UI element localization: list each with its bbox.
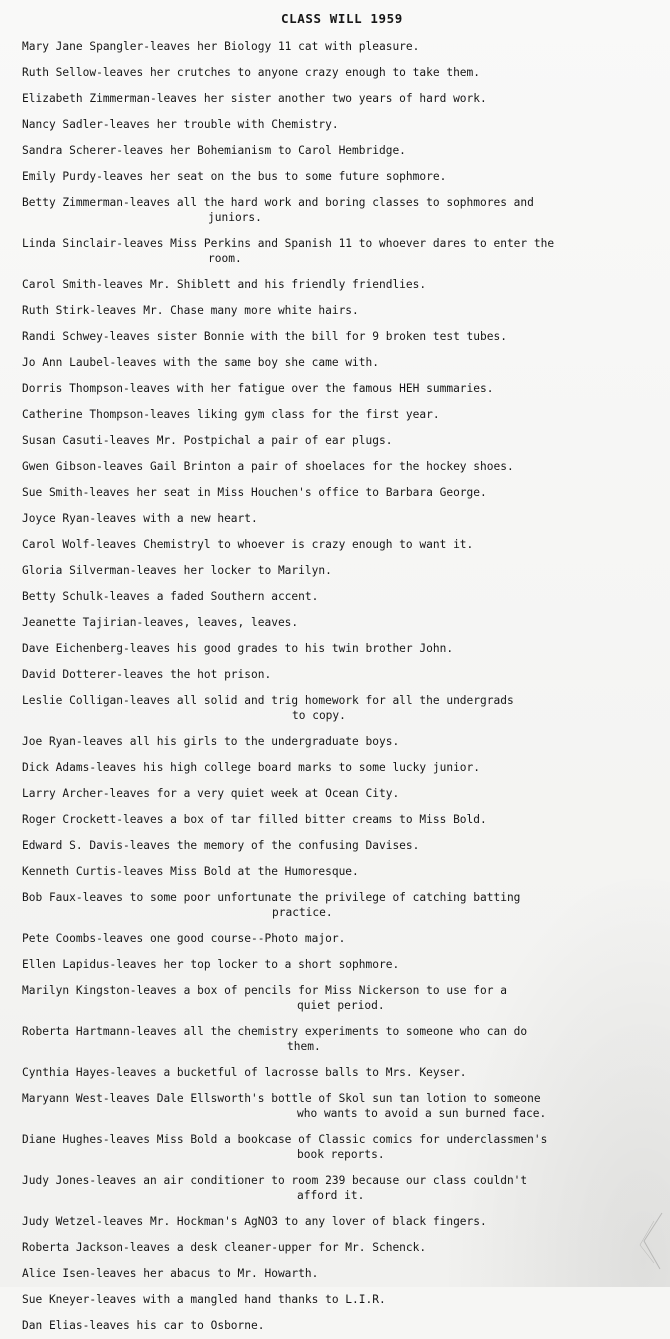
- will-entry: [22, 190, 662, 231]
- entry-line: Kenneth Curtis-leaves Miss Bold at the Humoresque.: [22, 865, 359, 878]
- will-entry: [22, 350, 662, 376]
- entry-line: Elizabeth Zimmerman-leaves her sister another two years of hard work.: [22, 92, 487, 105]
- entry-line: Nancy Sadler-leaves her trouble with Chemistry.: [22, 118, 339, 131]
- will-entry: [22, 1235, 662, 1261]
- will-entry: [22, 807, 662, 833]
- entry-line: Roger Crockett-leaves a box of tar filled bitter creams to Miss Bold.: [22, 813, 487, 826]
- will-entry: [22, 584, 662, 610]
- will-entry: [22, 859, 662, 885]
- will-entry: [22, 978, 662, 1019]
- will-entry: [22, 729, 662, 755]
- will-entry: [22, 376, 662, 402]
- will-entries-list: [22, 34, 662, 1339]
- entry-line: Jo Ann Laubel-leaves with the same boy she came with.: [22, 356, 379, 369]
- will-entry: [22, 532, 662, 558]
- will-entry: [22, 1127, 662, 1168]
- entry-line: Linda Sinclair-leaves Miss Perkins and Spanish 11 to whoever dares to enter the: [22, 237, 555, 250]
- entry-line: Catherine Thompson-leaves liking gym class for the first year.: [22, 408, 440, 421]
- will-entry: [22, 1209, 662, 1235]
- entry-line: Sandra Scherer-leaves her Bohemianism to Carol Hembridge.: [22, 144, 406, 157]
- will-entry: [22, 1168, 662, 1209]
- entry-line: Judy Wetzel-leaves Mr. Hockman's AgNO3 to any lover of black fingers.: [22, 1215, 487, 1228]
- will-entry: [22, 428, 662, 454]
- will-entry: [22, 662, 662, 688]
- entry-line: Carol Wolf-leaves Chemistryl to whoever is crazy enough to want it.: [22, 538, 474, 551]
- will-entry: [22, 86, 662, 112]
- will-entry: [22, 1060, 662, 1086]
- entry-continuation: who wants to avoid a sun burned face.: [297, 1107, 547, 1120]
- will-entry: [22, 1086, 662, 1127]
- entry-line: Roberta Hartmann-leaves all the chemistry experiments to someone who can do: [22, 1025, 528, 1038]
- entry-line: Judy Jones-leaves an air conditioner to room 239 because our class couldn't: [22, 1174, 528, 1187]
- entry-line: Dave Eichenberg-leaves his good grades to his twin brother John.: [22, 642, 454, 655]
- entry-line: Dan Elias-leaves his car to Osborne.: [22, 1319, 265, 1332]
- entry-line: Alice Isen-leaves her abacus to Mr. Howarth.: [22, 1267, 319, 1280]
- entry-line: Ellen Lapidus-leaves her top locker to a short sophmore.: [22, 958, 400, 971]
- will-entry: [22, 781, 662, 807]
- entry-line: Sue Smith-leaves her seat in Miss Houchen's office to Barbara George.: [22, 486, 487, 499]
- entry-continuation: practice.: [272, 906, 333, 919]
- entry-line: Edward S. Davis-leaves the memory of the confusing Davises.: [22, 839, 420, 852]
- will-entry: [22, 755, 662, 781]
- entry-line: Marilyn Kingston-leaves a box of pencils for Miss Nickerson to use for a: [22, 984, 507, 997]
- entry-line: Jeanette Tajirian-leaves, leaves, leaves.: [22, 616, 299, 629]
- entry-continuation: juniors.: [208, 211, 262, 224]
- paper-corner-smudge: [624, 1211, 664, 1271]
- entry-line: Pete Coombs-leaves one good course--Photo major.: [22, 932, 346, 945]
- entry-line: Bob Faux-leaves to some poor unfortunate the privilege of catching batting: [22, 891, 521, 904]
- will-entry: [22, 231, 662, 272]
- will-entry: [22, 558, 662, 584]
- entry-line: David Dotterer-leaves the hot prison.: [22, 668, 272, 681]
- will-entry: [22, 138, 662, 164]
- entry-line: Betty Zimmerman-leaves all the hard work and boring classes to sophmores and: [22, 196, 534, 209]
- entry-continuation: afford it.: [297, 1189, 365, 1202]
- entry-continuation: to copy.: [292, 709, 346, 722]
- entry-continuation: book reports.: [297, 1148, 385, 1161]
- will-entry: [22, 298, 662, 324]
- entry-line: Sue Kneyer-leaves with a mangled hand thanks to L.I.R.: [22, 1293, 386, 1306]
- will-entry: [22, 885, 662, 926]
- will-entry: [22, 636, 662, 662]
- will-entry: [22, 60, 662, 86]
- will-entry: [22, 926, 662, 952]
- entry-continuation: them.: [287, 1040, 321, 1053]
- entry-line: Dorris Thompson-leaves with her fatigue over the famous HEH summaries.: [22, 382, 494, 395]
- will-entry: [22, 1019, 662, 1060]
- entry-line: Dick Adams-leaves his high college board marks to some lucky junior.: [22, 761, 481, 774]
- entry-line: Betty Schulk-leaves a faded Southern accent.: [22, 590, 319, 603]
- will-entry: [22, 688, 662, 729]
- will-entry: [22, 112, 662, 138]
- will-entry: [22, 1261, 662, 1287]
- entry-line: Gwen Gibson-leaves Gail Brinton a pair of shoelaces for the hockey shoes.: [22, 460, 514, 473]
- will-entry: [22, 402, 662, 428]
- will-entry: [22, 833, 662, 859]
- entry-line: Roberta Jackson-leaves a desk cleaner-upper for Mr. Schenck.: [22, 1241, 427, 1254]
- entry-continuation: room.: [208, 252, 242, 265]
- will-entry: [22, 324, 662, 350]
- will-entry: [22, 1287, 662, 1313]
- will-entry: [22, 610, 662, 636]
- entry-continuation: quiet period.: [297, 999, 385, 1012]
- entry-line: Ruth Sellow-leaves her crutches to anyone crazy enough to take them.: [22, 66, 481, 79]
- will-entry: [22, 272, 662, 298]
- will-entry: [22, 164, 662, 190]
- entry-line: Leslie Colligan-leaves all solid and trig homework for all the undergrads: [22, 694, 514, 707]
- entry-line: Emily Purdy-leaves her seat on the bus to some future sophmore.: [22, 170, 447, 183]
- entry-line: Joyce Ryan-leaves with a new heart.: [22, 512, 258, 525]
- document-title: CLASS WILL 1959: [281, 11, 403, 26]
- will-entry: [22, 506, 662, 532]
- entry-line: Ruth Stirk-leaves Mr. Chase many more white hairs.: [22, 304, 359, 317]
- will-entry: [22, 34, 662, 60]
- entry-line: Cynthia Hayes-leaves a bucketful of lacrosse balls to Mrs. Keyser.: [22, 1066, 467, 1079]
- will-entry: [22, 1313, 662, 1339]
- entry-line: Diane Hughes-leaves Miss Bold a bookcase of Classic comics for underclassmen's: [22, 1133, 548, 1146]
- entry-line: Larry Archer-leaves for a very quiet week at Ocean City.: [22, 787, 400, 800]
- will-entry: [22, 480, 662, 506]
- entry-line: Gloria Silverman-leaves her locker to Marilyn.: [22, 564, 332, 577]
- entry-line: Carol Smith-leaves Mr. Shiblett and his friendly friendlies.: [22, 278, 427, 291]
- entry-line: Susan Casuti-leaves Mr. Postpichal a pair of ear plugs.: [22, 434, 393, 447]
- entry-line: Joe Ryan-leaves all his girls to the undergraduate boys.: [22, 735, 400, 748]
- will-entry: [22, 454, 662, 480]
- will-entry: [22, 952, 662, 978]
- entry-line: Randi Schwey-leaves sister Bonnie with the bill for 9 broken test tubes.: [22, 330, 507, 343]
- entry-line: Mary Jane Spangler-leaves her Biology 11 cat with pleasure.: [22, 40, 420, 53]
- entry-line: Maryann West-leaves Dale Ellsworth's bottle of Skol sun tan lotion to someone: [22, 1092, 541, 1105]
